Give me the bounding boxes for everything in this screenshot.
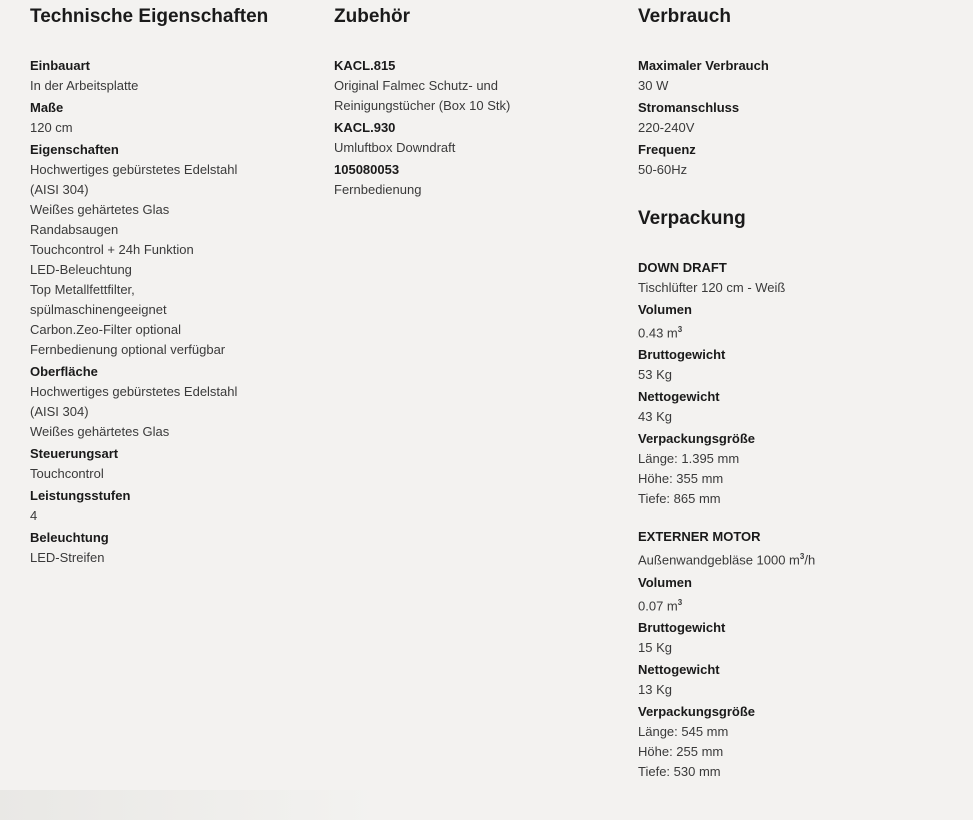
technical-spec-label: Beleuchtung [30, 530, 109, 545]
technical-spec-value: spülmaschinengeeignet [30, 302, 167, 317]
consumption-title: Verbrauch [638, 6, 731, 27]
consumption-spec-label: Frequenz [638, 142, 696, 157]
technical-spec-value: In der Arbeitsplatte [30, 78, 139, 93]
technical-spec-label: Eigenschaften [30, 142, 119, 157]
consumption-spec-value: 30 W [638, 78, 669, 93]
technical-spec-list [30, 56, 320, 568]
technical-spec-group [30, 362, 320, 442]
technical-spec-value: Fernbedienung optional verfügbar [30, 342, 226, 357]
external-motor-size-label: Verpackungsgröße [638, 703, 756, 719]
accessories-spec-value: Fernbedienung [334, 182, 422, 197]
technical-spec-value: (AISI 304) [30, 404, 89, 419]
bottom-fade-overlay [0, 790, 380, 820]
consumption-spec-group [638, 98, 958, 138]
consumption-column [638, 0, 958, 782]
consumption-spec-list [638, 56, 958, 180]
technical-spec-value: Touchcontrol + 24h Funktion [30, 242, 194, 257]
accessories-title: Zubehör [334, 6, 410, 27]
technical-spec-value: 120 cm [30, 120, 73, 135]
technical-spec-value: Weißes gehärtetes Glas [30, 202, 170, 217]
technical-spec-value: Touchcontrol [30, 466, 104, 481]
down-draft-size-label: Verpackungsgröße [638, 431, 756, 447]
technical-spec-value: Weißes gehärtetes Glas [30, 424, 170, 439]
technical-spec-value: Top Metallfettfilter, [30, 282, 135, 297]
accessories-spec-label: KACL.815 [334, 58, 396, 73]
technical-spec-group [30, 140, 320, 360]
external-motor-subtitle: Außenwandgebläse 1000 $m^3/h$ [638, 552, 816, 568]
consumption-spec-label: Stromanschluss [638, 100, 740, 115]
technical-spec-label: Einbauart [30, 58, 90, 73]
consumption-spec-label: Maximaler Verbrauch [638, 58, 769, 73]
technical-spec-value: LED-Beleuchtung [30, 262, 132, 277]
packaging-down-draft [638, 258, 958, 509]
technical-spec-group [30, 56, 320, 96]
accessories-spec-group [334, 160, 624, 200]
technical-spec-value: 4 [30, 508, 38, 523]
down-draft-volume-label: Volumen [638, 302, 692, 317]
accessories-spec-list [334, 56, 624, 200]
external-motor-gross-value: 15 Kg [638, 639, 672, 655]
technical-spec-value: (AISI 304) [30, 182, 89, 197]
down-draft-size-height: Höhe: 355 mm [638, 471, 724, 487]
technical-spec-group [30, 528, 320, 568]
external-motor-net-label: Nettogewicht [638, 661, 720, 677]
technical-column [30, 0, 320, 568]
down-draft-volume-value: 0.43 $m^3$ [638, 325, 683, 341]
accessories-spec-value: Original Falmec Schutz- und [334, 78, 499, 93]
down-draft-gross-value: 53 Kg [638, 367, 672, 383]
accessories-spec-label: 105080053 [334, 162, 400, 177]
technical-spec-value: Hochwertiges gebürstetes Edelstahl [30, 384, 238, 399]
technical-title: Technische Eigenschaften [30, 6, 269, 27]
external-motor-size-depth: Tiefe: 530 mm [638, 763, 721, 779]
consumption-spec-group [638, 140, 958, 180]
external-motor-size-length: Länge: 545 mm [638, 723, 729, 739]
down-draft-net-label: Nettogewicht [638, 389, 720, 405]
technical-spec-value: LED-Streifen [30, 550, 105, 565]
down-draft-size-depth: Tiefe: 865 mm [638, 491, 721, 507]
technical-spec-label: Oberfläche [30, 364, 98, 379]
consumption-spec-group [638, 56, 958, 96]
down-draft-gross-label: Bruttogewicht [638, 347, 726, 363]
down-draft-size-length: Länge: 1.395 mm [638, 451, 740, 467]
accessories-column [334, 0, 624, 200]
technical-spec-value: Randabsaugen [30, 222, 119, 237]
technical-spec-value: Hochwertiges gebürstetes Edelstahl [30, 162, 238, 177]
external-motor-heading: EXTERNER MOTOR [638, 529, 761, 545]
packaging-title: Verpackung [638, 208, 746, 229]
external-motor-volume-value: 0.07 $m^3$ [638, 597, 683, 613]
external-motor-gross-label: Bruttogewicht [638, 619, 726, 635]
down-draft-heading: DOWN DRAFT [638, 260, 727, 275]
technical-spec-group [30, 486, 320, 526]
accessories-spec-value: Umluftbox Downdraft [334, 140, 456, 155]
external-motor-volume-label: Volumen [638, 574, 692, 590]
down-draft-subtitle: Tischlüfter 120 cm - Weiß [638, 280, 786, 295]
consumption-spec-value: 220-240V [638, 120, 695, 135]
technical-spec-label: Steuerungsart [30, 446, 119, 461]
down-draft-net-value: 43 Kg [638, 409, 672, 425]
accessories-spec-group [334, 118, 624, 158]
technical-spec-value: Carbon.Zeo-Filter optional [30, 322, 182, 337]
accessories-spec-group [334, 56, 624, 116]
technical-spec-group [30, 98, 320, 138]
consumption-spec-value: 50-60Hz [638, 162, 688, 177]
external-motor-size-height: Höhe: 255 mm [638, 743, 724, 759]
technical-spec-label: Maße [30, 100, 64, 115]
packaging-external-motor [638, 527, 958, 782]
technical-spec-group [30, 444, 320, 484]
external-motor-net-value: 13 Kg [638, 681, 672, 697]
technical-spec-label: Leistungsstufen [30, 488, 131, 503]
accessories-spec-value: Reinigungstücher (Box 10 Stk) [334, 98, 511, 113]
accessories-spec-label: KACL.930 [334, 120, 396, 135]
